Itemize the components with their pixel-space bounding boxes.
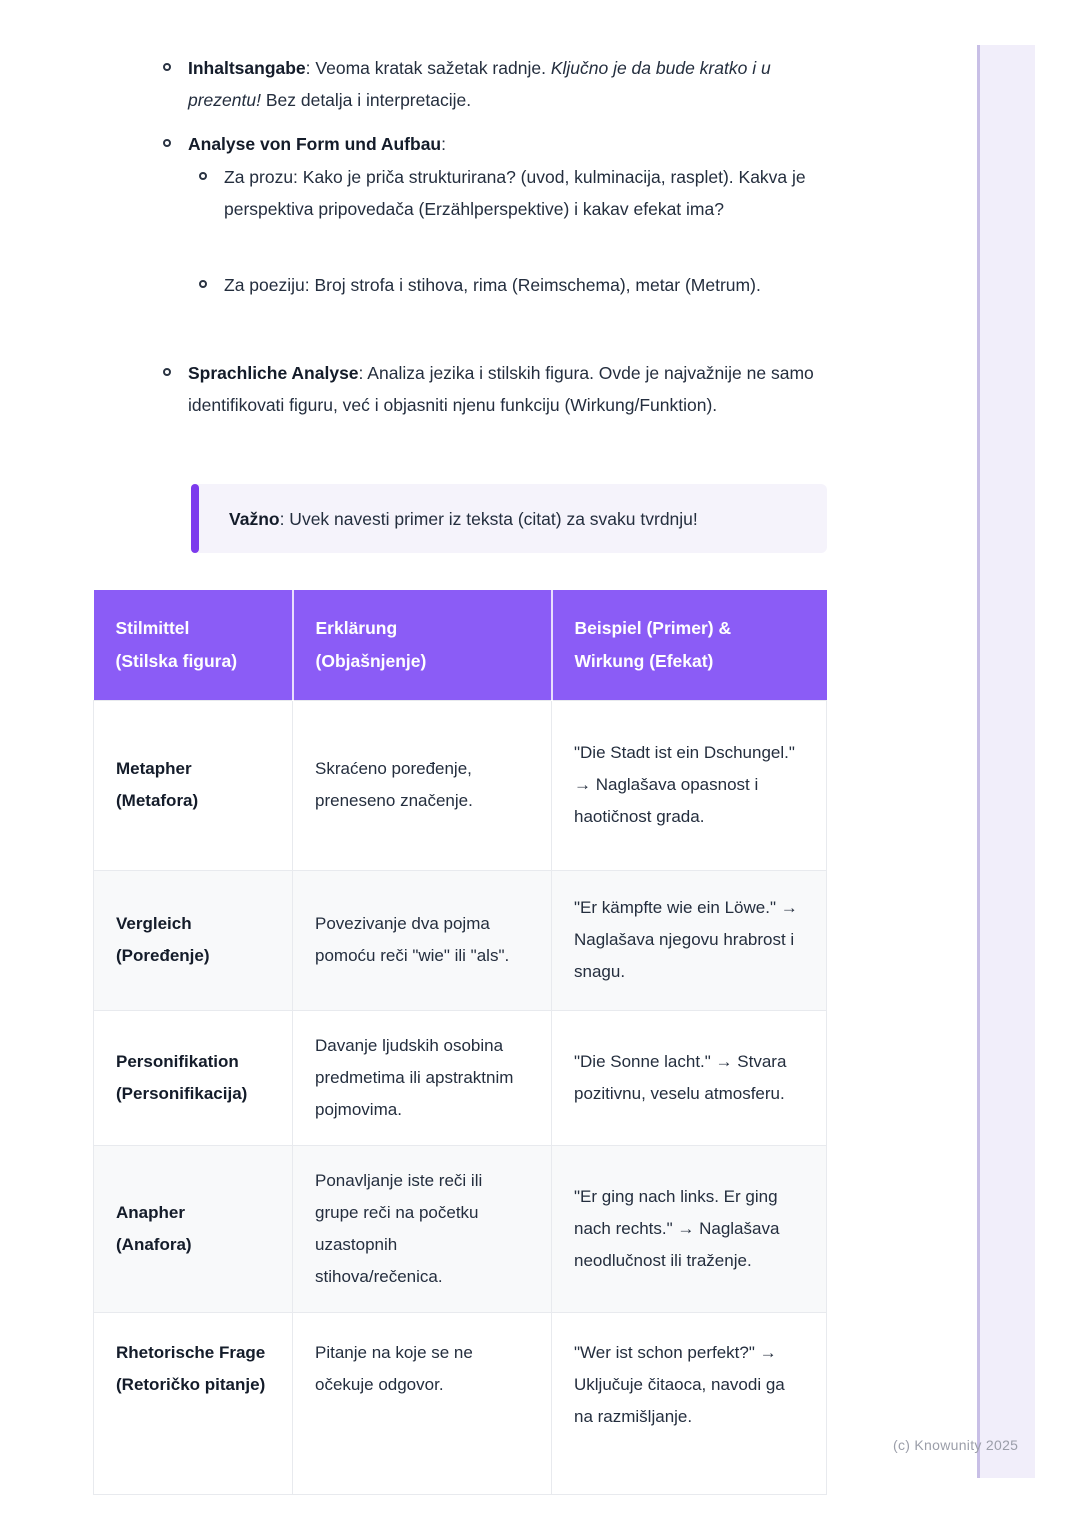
example-cell: "Er ging nach links. Er ging nach rechts." → Naglašava neodlučnost ili traženje.	[552, 1145, 827, 1312]
list-subitem-za-prozu	[196, 161, 828, 225]
table-row-vergleich	[94, 870, 827, 1010]
bullet-icon	[163, 63, 171, 71]
stylistic-devices-table	[93, 590, 827, 1495]
list-subitem-za-poeziju	[196, 269, 828, 301]
example-cell: "Er kämpfte wie ein Löwe." → Naglašava njegovu hrabrost i snagu.	[552, 870, 827, 1010]
bullet-icon	[199, 172, 207, 180]
term-cell: Metapher (Metafora)	[94, 700, 293, 870]
copyright-watermark: (c) Knowunity 2025	[893, 1437, 1019, 1453]
term-cell: Personifikation (Personifikacija)	[94, 1010, 293, 1145]
callout-text: Važno: Uvek navesti primer iz teksta (citat) za svaku tvrdnju!	[229, 508, 698, 529]
term-cell: Rhetorische Frage (Retoričko pitanje)	[94, 1312, 293, 1494]
explanation-cell: Ponavljanje iste reči ili grupe reči na početku uzastopnih stihova/rečenica.	[293, 1145, 552, 1312]
example-cell: "Wer ist schon perfekt?" → Uključuje čitaoca, navodi ga na razmišljanje.	[552, 1312, 827, 1494]
col-header-erklaerung: Erklärung (Objašnjenje)	[293, 590, 552, 700]
list-item-text: Sprachliche Analyse: Analiza jezika i stilskih figura. Ovde je najvažnije ne samo identifikovati figuru, već i objasniti njenu funkciju (Wirkung/Funktion).	[188, 363, 814, 415]
example-cell: "Die Stadt ist ein Dschungel." → Naglašava opasnost i haotičnost grada.	[552, 700, 827, 870]
bullet-icon	[163, 139, 171, 147]
list-item-sprachliche-analyse	[160, 357, 842, 421]
table-row-anapher	[94, 1145, 827, 1312]
callout-important	[191, 484, 827, 553]
table-row-metapher	[94, 700, 827, 870]
explanation-cell: Pitanje na koje se ne očekuje odgovor.	[293, 1312, 552, 1494]
list-item-text: Inhaltsangabe: Veoma kratak sažetak radnje. Ključno je da bude kratko i u prezentu! Bez detalja i interpretacije.	[188, 58, 771, 110]
list-item-analyse-form-aufbau	[160, 128, 842, 160]
term-cell: Anapher (Anafora)	[94, 1145, 293, 1312]
list-item-text: Za prozu: Kako je priča strukturirana? (uvod, kulminacija, rasplet). Kakva je perspektiva pripovedača (Erzählperspektive) i kakav efekat ima?	[224, 167, 806, 219]
explanation-cell: Skraćeno poređenje, preneseno značenje.	[293, 700, 552, 870]
list-item-text: Analyse von Form und Aufbau:	[188, 134, 446, 154]
term-cell: Vergleich (Poređenje)	[94, 870, 293, 1010]
table-row-rhetorische-frage	[94, 1312, 827, 1494]
explanation-cell: Davanje ljudskih osobina predmetima ili apstraktnim pojmovima.	[293, 1010, 552, 1145]
callout-accent-bar	[191, 484, 199, 553]
list-item-text: Za poeziju: Broj strofa i stihova, rima (Reimschema), metar (Metrum).	[224, 275, 761, 295]
table-header-row	[94, 590, 827, 700]
page-margin-stripe	[977, 45, 1035, 1478]
bullet-icon	[199, 280, 207, 288]
col-header-stilmittel: Stilmittel (Stilska figura)	[94, 590, 293, 700]
bullet-icon	[163, 368, 171, 376]
example-cell: "Die Sonne lacht." → Stvara pozitivnu, veselu atmosferu.	[552, 1010, 827, 1145]
col-header-beispiel-wirkung: Beispiel (Primer) & Wirkung (Efekat)	[552, 590, 827, 700]
list-item-inhaltsangabe	[160, 52, 842, 116]
explanation-cell: Povezivanje dva pojma pomoću reči "wie" ili "als".	[293, 870, 552, 1010]
table-row-personifikation	[94, 1010, 827, 1145]
